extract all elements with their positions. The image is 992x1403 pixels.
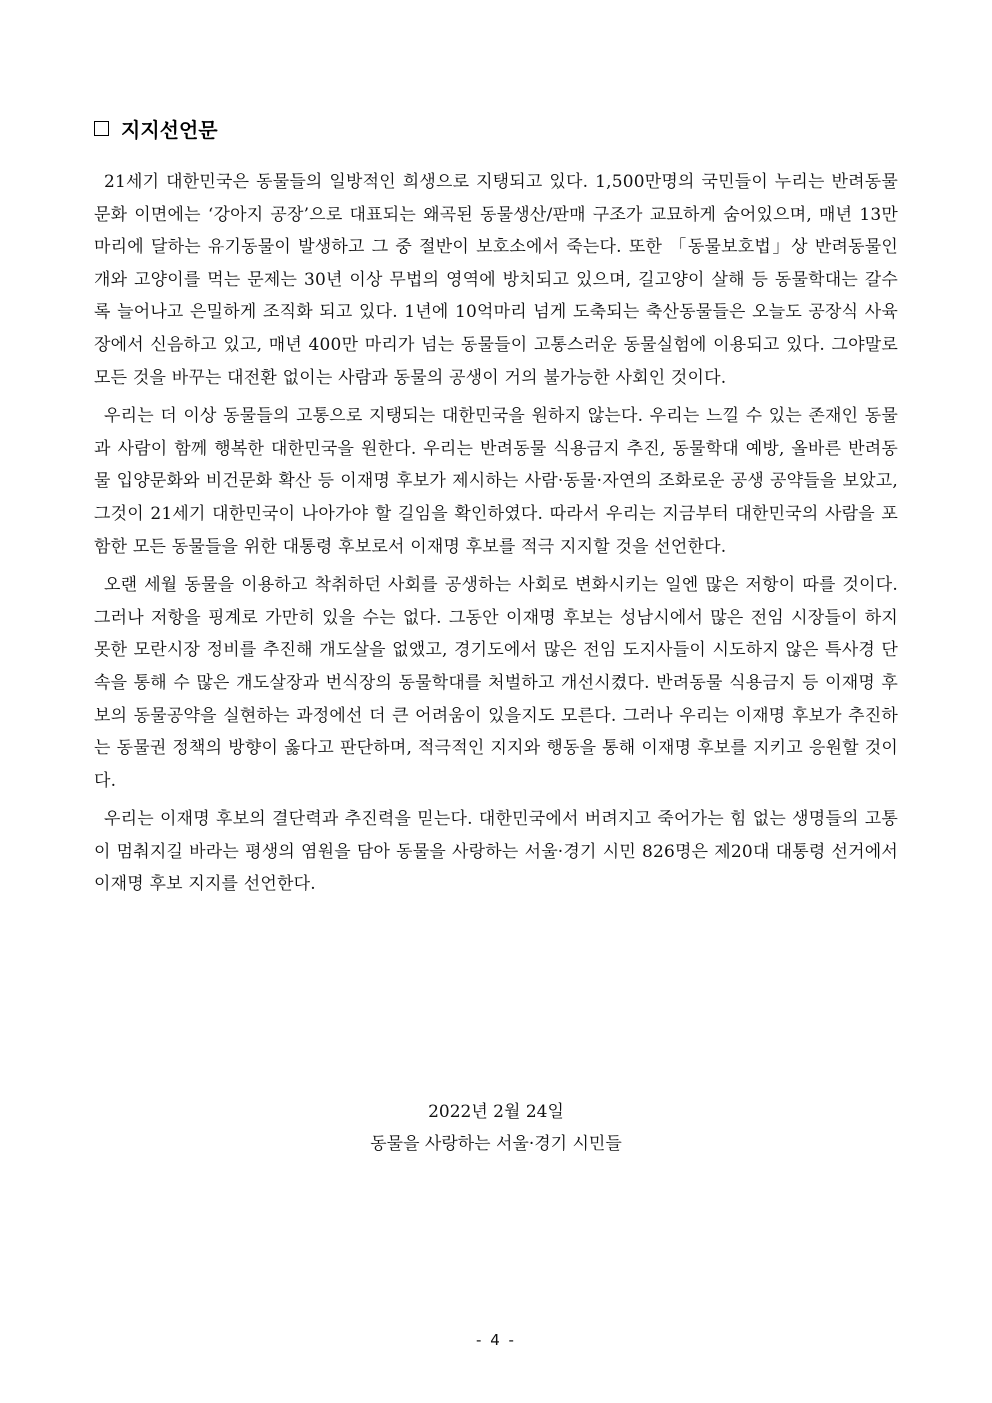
- document-body: [94, 112, 898, 907]
- paragraph-1: 21세기 대한민국은 동물들의 일방적인 희생으로 지탱되고 있다. 1,500만명의 국민들이 누리는 반려동물 문화 이면에는 ‘강아지 공장’으로 대표되는 왜곡된 동물생산/판매 구조가 교묘하게 숨어있으며, 매년 13만 마리에 달하는 유기동물이 발생하고 그 중 절반이 보호소에서 죽는다. 또한 「동물보호법」상 반려동물인 개와 고양이를 먹는 문제는 30년 이상 무법의 영역에 방치되고 있으며, 길고양이 살해 등 동물학대는 갈수록 늘어나고 은밀하게 조직화 되고 있다. 1년에 10억마리 넘게 도축되는 축산동물들은 오늘도 공장식 사육장에서 신음하고 있고, 매년 400만 마리가 넘는 동물들이 고통스러운 동물실험에 이용되고 있다. 그야말로 모든 것을 바꾸는 대전환 없이는 사람과 동물의 공생이 거의 불가능한 사회인 것이다.: [94, 172, 898, 388]
- signers: 동물을 사랑하는 서울·경기 시민들: [370, 1134, 622, 1154]
- signature-block: [0, 1096, 992, 1160]
- section-title: 지지선언문: [121, 117, 218, 142]
- page-number: - 4 -: [476, 1331, 516, 1349]
- paragraph-4: 우리는 이재명 후보의 결단력과 추진력을 믿는다. 대한민국에서 버려지고 죽어가는 힘 없는 생명들의 고통이 멈춰지길 바라는 평생의 염원을 담아 동물을 사랑하는 서울·경기 시민 826명은 제20대 대통령 선거에서 이재명 후보 지지를 선언한다.: [94, 809, 898, 895]
- empty-square-icon: [94, 121, 109, 136]
- declaration-date: 2022년 2월 24일: [428, 1102, 564, 1122]
- paragraph-3: 오랜 세월 동물을 이용하고 착취하던 사회를 공생하는 사회로 변화시키는 일엔 많은 저항이 따를 것이다. 그러나 저항을 핑계로 가만히 있을 수는 없다. 그동안 이재명 후보는 성남시에서 많은 전임 시장들이 하지 못한 모란시장 정비를 추진해 개도살을 없앴고, 경기도에서 많은 전임 도지사들이 시도하지 않은 특사경 단속을 통해 수 많은 개도살장과 번식장의 동물학대를 처벌하고 개선시켰다. 반려동물 식용금지 등 이재명 후보의 동물공약을 실현하는 과정에선 더 큰 어려움이 있을지도 모른다. 그러나 우리는 이재명 후보가 추진하는 동물권 정책의 방향이 옳다고 판단하며, 적극적인 지지와 행동을 통해 이재명 후보를 지키고 응원할 것이다.: [94, 575, 898, 791]
- section-heading: [94, 112, 898, 144]
- paragraph-2: 우리는 더 이상 동물들의 고통으로 지탱되는 대한민국을 원하지 않는다. 우리는 느낄 수 있는 존재인 동물과 사람이 함께 행복한 대한민국을 원한다. 우리는 반려동물 식용금지 추진, 동물학대 예방, 올바른 반려동물 입양문화와 비건문화 확산 등 이재명 후보가 제시하는 사람·동물·자연의 조화로운 공생 공약들을 보았고, 그것이 21세기 대한민국이 나아가야 할 길임을 확인하였다. 따라서 우리는 지금부터 대한민국의 사람을 포함한 모든 동물들을 위한 대통령 후보로서 이재명 후보를 적극 지지할 것을 선언한다.: [94, 406, 898, 557]
